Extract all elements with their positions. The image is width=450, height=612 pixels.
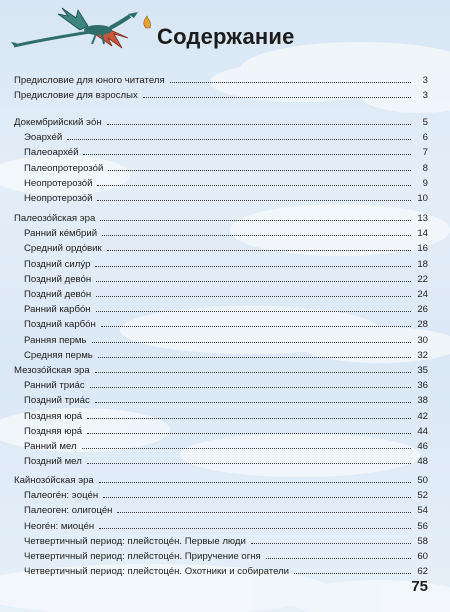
toc-entry[interactable] bbox=[0, 162, 450, 176]
toc-entry-page: 5 bbox=[422, 117, 428, 128]
toc-entry-title: Палеоархе́й bbox=[24, 147, 79, 159]
toc-entry-title: Ранний триа́с bbox=[24, 380, 85, 392]
toc-entry-page: 54 bbox=[417, 505, 428, 517]
page-title: Содержание bbox=[157, 24, 295, 49]
toc-entry[interactable] bbox=[0, 227, 450, 241]
toc-dot-leader bbox=[90, 387, 411, 388]
toc-entry-title: Неоге́н: миоце́н bbox=[24, 520, 95, 532]
toc-entry-title: Мезозо́йская эра bbox=[14, 365, 90, 376]
toc-entry-title: Эоархе́й bbox=[24, 132, 63, 144]
toc-entry-page: 60 bbox=[417, 551, 428, 562]
toc-entry[interactable] bbox=[0, 258, 450, 272]
toc-entry[interactable] bbox=[0, 504, 450, 518]
toc-entry-title: Поздняя юра́ bbox=[24, 410, 83, 422]
toc-entry-title: Палеоген: олигоце́н bbox=[24, 505, 113, 517]
toc-entry-title: Поздний карбо́н bbox=[24, 319, 96, 331]
toc-entry-page: 36 bbox=[417, 380, 428, 392]
toc-dot-leader bbox=[103, 497, 411, 498]
toc-dot-leader bbox=[96, 311, 411, 312]
toc-entry-title: Ранний ке́мбрий bbox=[24, 228, 98, 240]
toc-entry[interactable] bbox=[0, 192, 450, 206]
toc-entry[interactable] bbox=[0, 212, 450, 226]
toc-entry-page: 52 bbox=[417, 490, 428, 502]
toc-entry-page: 8 bbox=[422, 162, 428, 174]
toc-entry[interactable] bbox=[0, 242, 450, 256]
toc-entry[interactable] bbox=[0, 489, 450, 503]
toc-entry-page: 58 bbox=[417, 535, 428, 547]
toc-entry-title: Ранний мел bbox=[24, 441, 77, 452]
toc-entry[interactable] bbox=[0, 303, 450, 317]
toc-entry-title: Ранний карбо́н bbox=[24, 304, 91, 316]
toc-entry-title: Четвертичный период: плейстоце́н. Первые люди bbox=[24, 535, 246, 547]
toc-dot-leader bbox=[98, 357, 411, 358]
toc-entry-title: Поздний дево́н bbox=[24, 289, 92, 300]
toc-entry[interactable] bbox=[0, 455, 450, 469]
toc-entry-title: Неопротерозо́й bbox=[24, 177, 93, 189]
toc-entry-page: 35 bbox=[417, 365, 428, 376]
toc-entry[interactable] bbox=[0, 364, 450, 378]
toc-entry-page: 24 bbox=[417, 289, 428, 300]
page-number: 75 bbox=[411, 578, 428, 595]
toc-dot-leader bbox=[92, 342, 411, 343]
toc-entry[interactable] bbox=[0, 410, 450, 424]
toc-entry[interactable] bbox=[0, 89, 450, 103]
toc-entry-page: 18 bbox=[417, 258, 428, 270]
toc-entry-title: Неопротерозо́й bbox=[24, 193, 93, 204]
toc-entry[interactable] bbox=[0, 131, 450, 145]
toc-entry[interactable] bbox=[0, 425, 450, 439]
toc-entry-title: Палеоге́н: эоце́н bbox=[24, 490, 99, 502]
toc-entry-title: Ранняя пермь bbox=[24, 334, 87, 346]
toc-entry[interactable] bbox=[0, 535, 450, 549]
toc-entry-page: 56 bbox=[417, 520, 428, 532]
toc-entry-title: Поздний мел bbox=[24, 456, 82, 468]
toc-entry-page: 22 bbox=[417, 273, 428, 285]
toc-dot-leader bbox=[87, 418, 411, 419]
toc-dot-leader bbox=[83, 154, 411, 155]
toc-dot-leader bbox=[67, 139, 411, 140]
toc-entry-page: 30 bbox=[417, 334, 428, 346]
toc-entry[interactable] bbox=[0, 177, 450, 191]
toc-dot-leader bbox=[102, 235, 411, 236]
toc-dot-leader bbox=[96, 281, 411, 282]
toc-dot-leader bbox=[87, 463, 411, 464]
toc-dot-leader bbox=[95, 372, 411, 373]
toc-entry-page: 62 bbox=[417, 566, 428, 578]
toc-entry[interactable] bbox=[0, 379, 450, 393]
toc-entry-title: Средняя пермь bbox=[24, 349, 93, 361]
toc-dot-leader bbox=[99, 482, 411, 483]
toc-entry-title: Поздний триа́с bbox=[24, 395, 90, 407]
toc-entry-page: 10 bbox=[417, 193, 428, 204]
toc-entry[interactable] bbox=[0, 440, 450, 454]
toc-entry-title: Поздняя юра́ bbox=[24, 425, 83, 437]
toc-dot-leader bbox=[95, 402, 411, 403]
toc-entry-title: Палеопротерозо́й bbox=[24, 162, 104, 174]
toc-entry-title: Предисловие для юного читателя bbox=[14, 75, 165, 86]
toc-dot-leader bbox=[99, 528, 411, 529]
toc-dot-leader bbox=[87, 433, 411, 434]
toc-dot-leader bbox=[266, 558, 411, 559]
toc-entry-page: 26 bbox=[417, 304, 428, 316]
toc-entry-page: 44 bbox=[417, 425, 428, 437]
toc-entry-title: Кайнозо́йская эра bbox=[14, 475, 94, 486]
toc-dot-leader bbox=[143, 97, 411, 98]
toc-dot-leader bbox=[97, 200, 411, 201]
toc-dot-leader bbox=[101, 326, 411, 327]
toc-entry[interactable] bbox=[0, 474, 450, 488]
toc-entry-page: 13 bbox=[417, 213, 428, 224]
toc-entry[interactable] bbox=[0, 74, 450, 88]
toc-entry-page: 6 bbox=[422, 132, 428, 144]
toc-entry-page: 48 bbox=[417, 456, 428, 468]
toc-entry-page: 14 bbox=[417, 228, 428, 240]
toc-entry[interactable] bbox=[0, 565, 450, 579]
toc-dot-leader bbox=[96, 296, 411, 297]
toc-dot-leader bbox=[95, 266, 411, 267]
toc-entry[interactable] bbox=[0, 334, 450, 348]
toc-entry-title: Докембрийский эо́н bbox=[14, 117, 102, 128]
toc-entry-title: Поздний силу́р bbox=[24, 258, 91, 270]
toc-dot-leader bbox=[117, 512, 411, 513]
toc-entry-title: Палеозо́йская эра bbox=[14, 213, 96, 224]
toc-dot-leader bbox=[97, 185, 411, 186]
toc-entry-page: 3 bbox=[422, 90, 428, 102]
toc-entry[interactable] bbox=[0, 146, 450, 160]
toc-dot-leader bbox=[100, 220, 411, 221]
toc-dot-leader bbox=[108, 170, 411, 171]
toc-entry-page: 7 bbox=[422, 147, 428, 159]
toc-entry[interactable] bbox=[0, 288, 450, 302]
toc-dot-leader bbox=[82, 448, 411, 449]
toc-entry-page: 38 bbox=[417, 395, 428, 407]
toc-entry-page: 42 bbox=[417, 410, 428, 422]
toc-entry[interactable] bbox=[0, 318, 450, 332]
toc-entry[interactable] bbox=[0, 273, 450, 287]
toc-entry[interactable] bbox=[0, 116, 450, 130]
toc-entry-page: 9 bbox=[422, 177, 428, 189]
toc-entry[interactable] bbox=[0, 394, 450, 408]
toc-dot-leader bbox=[107, 250, 411, 251]
toc-entry-title: Четвертичный период: плейстоце́н. Охотники и собиратели bbox=[24, 566, 290, 578]
toc-dot-leader bbox=[251, 543, 411, 544]
toc-entry-title: Предисловие для взрослых bbox=[14, 90, 138, 102]
toc-entry-title: Поздний дево́н bbox=[24, 273, 92, 285]
toc-entry[interactable] bbox=[0, 520, 450, 534]
toc-entry-page: 32 bbox=[417, 349, 428, 361]
toc-entry-page: 28 bbox=[417, 319, 428, 331]
toc-entry-title: Четвертичный период: плейстоце́н. Приручение огня bbox=[24, 551, 261, 562]
toc-entry-page: 16 bbox=[417, 243, 428, 255]
toc-dot-leader bbox=[294, 573, 411, 574]
toc-dot-leader bbox=[170, 82, 411, 83]
toc-entry-title: Средний ордо́вик bbox=[24, 243, 102, 255]
toc-entry[interactable] bbox=[0, 550, 450, 564]
toc-entry[interactable] bbox=[0, 349, 450, 363]
toc-dot-leader bbox=[107, 124, 411, 125]
toc-entry-page: 50 bbox=[417, 475, 428, 486]
toc-entry-page: 46 bbox=[417, 441, 428, 452]
toc-entry-page: 3 bbox=[422, 75, 428, 86]
